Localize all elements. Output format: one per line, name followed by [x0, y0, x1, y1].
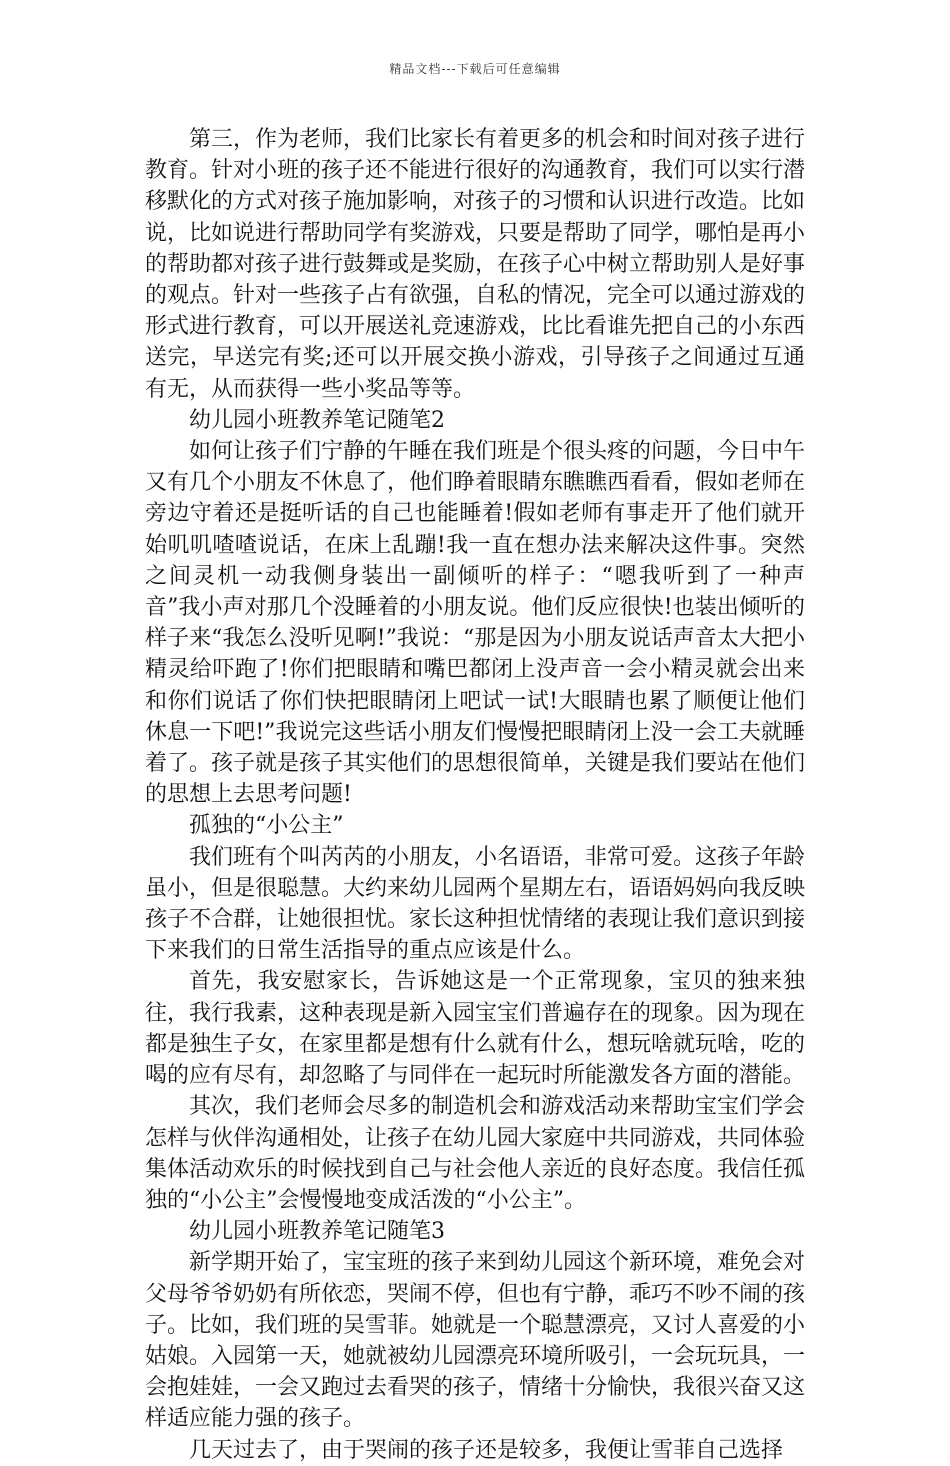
section-heading-lonely-princess: 孤独的“小公主” — [189, 813, 344, 839]
page-header: 精品文档---下载后可任意编辑 — [389, 62, 561, 76]
paragraph-7: 几天过去了，由于哭闹的孩子还是较多，我便让雪菲自己选择 — [189, 1437, 784, 1463]
paragraph-4: 首先，我安慰家长，告诉她这是一个正常现象，宝贝的独来独往，我行我素，这种表现是新入园宝宝们普遍存在的现象。因为现在都是独生子女，在家里都是想有什么就有什么，想玩啥就玩啥，吃的喝的应有尽有，却忽略了与同伴在一起玩时所能激发各方面的潜能。 — [145, 969, 806, 1089]
paragraph-1: 第三，作为老师，我们比家长有着更多的机会和时间对孩子进行教育。针对小班的孩子还不能进行很好的沟通教育，我们可以实行潜移默化的方式对孩子施加影响，对孩子的习惯和认识进行改造。比如说，比如说进行帮助同学有奖游戏，只要是帮助了同学，哪怕是再小的帮助都对孩子进行鼓舞或是奖励，在孩子心中树立帮助别人是好事的观点。针对一些孩子占有欲强，自私的情况，完全可以通过游戏的形式进行教育，可以开展送礼竞速游戏，比比看谁先把自己的小东西送完，早送完有奖;还可以开展交换小游戏，引导孩子之间通过互通有无，从而获得一些小奖品等等。 — [145, 127, 806, 402]
paragraph-6: 新学期开始了，宝宝班的孩子来到幼儿园这个新环境，难免会对父母爷爷奶奶有所依恋，哭闹不停，但也有宁静，乖巧不吵不闹的孩子。比如，我们班的吴雪菲。她就是一个聪慧漂亮，又讨人喜爱的小姑娘。入园第一天，她就被幼儿园漂亮环境所吸引，一会玩玩具，一会抱娃娃，一会又跑过去看哭的孩子，情绪十分愉快，我很兴奋又这样适应能力强的孩子。 — [145, 1250, 806, 1432]
document-body — [145, 124, 805, 1466]
paragraph-5: 其次，我们老师会尽多的制造机会和游戏活动来帮助宝宝们学会怎样与伙伴沟通相处，让孩子在幼儿园大家庭中共同游戏，共同体验集体活动欢乐的时候找到自己与社会他人亲近的良好态度。我信任孤独的“小公主”会慢慢地变成活泼的“小公主”。 — [145, 1094, 806, 1213]
paragraph-3: 我们班有个叫芮芮的小朋友，小名语语，非常可爱。这孩子年龄虽小，但是很聪慧。大约来幼儿园两个星期左右，语语妈妈向我反映孩子不合群，让她很担忧。家长这种担忧情绪的表现让我们意识到接下来我们的日常生活指导的重点应该是什么。 — [145, 844, 806, 964]
section-heading-2: 幼儿园小班教养笔记随笔2 — [189, 407, 445, 433]
section-heading-3: 幼儿园小班教养笔记随笔3 — [189, 1219, 445, 1245]
paragraph-2: 如何让孩子们宁静的午睡在我们班是个很头疼的问题，今日中午又有几个小朋友不休息了，他们睁着眼睛东瞧瞧西看看，假如老师在旁边守着还是挺听话的自己也能睡着!假如老师有事走开了他们就开始叽叽喳喳说话，在床上乱蹦!我一直在想办法来解决这件事。突然之间灵机一动我侧身装出一副倾听的样子：“嗯我听到了一种声音”我小声对那几个没睡着的小朋友说。他们反应很快!也装出倾听的样子来“我怎么没听见啊!”我说：“那是因为小朋友说话声音太大把小精灵给吓跑了!你们把眼睛和嘴巴都闭上没声音一会小精灵就会出来和你们说话了你们快把眼睛闭上吧试一试!大眼睛也累了顺便让他们休息一下吧!”我说完这些话小朋友们慢慢把眼睛闭上没一会工夫就睡着了。孩子就是孩子其实他们的思想很简单，关键是我们要站在他们的思想上去思考问题! — [145, 439, 806, 808]
